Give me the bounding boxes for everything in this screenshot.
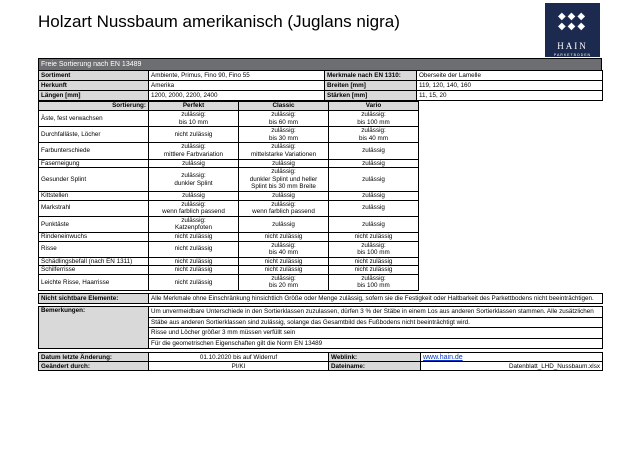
cell-classic xyxy=(239,143,329,159)
cell-perfekt xyxy=(149,216,239,232)
cell-line: nicht zulässig xyxy=(264,232,303,240)
sortiment-label: Sortiment xyxy=(39,71,149,81)
blank-cell xyxy=(419,274,603,290)
geaendert-value: PI/KI xyxy=(149,362,329,371)
blank-cell xyxy=(419,143,603,159)
cell-line: zulässig: xyxy=(181,143,206,151)
cell-line: zulässig: xyxy=(271,127,296,135)
cell-line: nicht zulässig xyxy=(174,278,213,286)
table-row xyxy=(39,257,603,266)
cell-line: nicht zulässig xyxy=(354,266,393,274)
sorting-table xyxy=(38,101,603,291)
cell-line: nicht zulässig xyxy=(174,257,213,265)
weblink-link[interactable]: www.hain.de xyxy=(423,353,463,361)
cell-line: zulässig: xyxy=(361,111,386,118)
cell-perfekt xyxy=(149,168,239,192)
cell-line: zulässig: xyxy=(181,216,206,224)
info-table xyxy=(38,70,603,101)
bemerkung-line: Stäbe aus anderen Sortierklassen sind zulässig, solange das Gesamtbild des Fußbodens nicht beeinträchtigt wird. xyxy=(149,318,602,329)
cell-line: zulässig: xyxy=(271,168,296,176)
row-label: Durchfalläste, Löcher xyxy=(39,127,149,143)
table-row xyxy=(39,200,603,216)
nicht-sichtbar-text: Alle Merkmale ohne Einschränkung hinsichtlich Größe oder Menge zulässig, sofern sie die Festigkeit oder Haltbarkeit des Parkettbodens nicht beeinträchtigen. xyxy=(149,294,603,304)
sorting-banner: Freie Sortierung nach EN 13489 xyxy=(38,58,602,70)
cell-line: zulässig xyxy=(362,204,385,212)
row-label: Rindeneinwuchs xyxy=(39,232,149,241)
cell-line: bis 30 mm xyxy=(268,134,299,142)
cell-vario xyxy=(329,216,419,232)
table-row xyxy=(39,127,603,143)
cell-line: zulässig: xyxy=(361,274,386,282)
table-row xyxy=(39,168,603,192)
cell-line: bis 10 mm xyxy=(178,118,209,126)
cell-line: zulässig: xyxy=(181,200,206,208)
cell-perfekt xyxy=(149,241,239,257)
hain-logo xyxy=(545,3,600,57)
breiten-value: 119, 120, 140, 160 xyxy=(417,81,603,91)
cell-line: Splint bis 30 mm Breite xyxy=(251,183,316,191)
blank-cell xyxy=(419,191,603,200)
cell-line: nicht zulässig xyxy=(174,266,213,274)
cell-vario xyxy=(329,266,419,275)
table-row xyxy=(39,266,603,275)
blank-cell xyxy=(419,257,603,266)
cell-perfekt xyxy=(149,266,239,275)
blank-cell xyxy=(419,266,603,275)
cell-line: zulässig: xyxy=(271,241,296,249)
cell-classic xyxy=(239,232,329,241)
cell-vario xyxy=(329,143,419,159)
row-label: Schilferrisse xyxy=(39,266,149,275)
bemerkung-line: Für die geometrischen Eigenschaften gilt die Norm EN 13489 xyxy=(151,339,323,347)
cell-classic xyxy=(239,159,329,168)
cell-line: dunkler Splint und heller xyxy=(249,175,318,183)
row-label: Markstrahl xyxy=(39,200,149,216)
cell-line: zulässig xyxy=(272,159,295,167)
cell-line: zulässig xyxy=(272,191,295,199)
cell-perfekt xyxy=(149,111,239,127)
cell-perfekt xyxy=(149,257,239,266)
cell-line: nicht zulässig xyxy=(264,266,303,274)
row-label: Punktäste xyxy=(39,216,149,232)
cell-line: nicht zulässig xyxy=(174,232,213,240)
blank-cell xyxy=(419,111,603,127)
cell-perfekt xyxy=(149,200,239,216)
blank-cell xyxy=(419,241,603,257)
cell-perfekt xyxy=(149,143,239,159)
cell-perfekt xyxy=(149,191,239,200)
herkunft-label: Herkunft xyxy=(39,81,149,91)
blank-cell xyxy=(419,159,603,168)
cell-line: zulässig: xyxy=(271,200,296,208)
cell-perfekt xyxy=(149,232,239,241)
laengen-value: 1200, 2000, 2200, 2400 xyxy=(149,91,325,101)
cell-line: nicht zulässig xyxy=(354,232,393,240)
notes-table xyxy=(38,293,603,349)
cell-line: wenn farblich passend xyxy=(252,208,315,216)
sorting-rows xyxy=(39,111,603,291)
cell-line: bis 60 mm xyxy=(268,118,299,126)
bemerkung-line: Um unvermeidbare Unterschiede in den Sortierklassen zuzulassen, dürfen 3 % der Stäbe in einem Los aus anderen Sortierklassen stammen. Alle zusätzlichen xyxy=(149,307,602,318)
cell-line: bis 100 mm xyxy=(357,118,390,126)
cell-classic xyxy=(239,111,329,127)
bemerkungen-lines xyxy=(149,307,603,349)
blank-cell xyxy=(419,127,603,143)
cell-line: nicht zulässig xyxy=(264,257,303,265)
blank-cell xyxy=(419,102,603,111)
bemerkungen-label: Bemerkungen: xyxy=(39,307,149,349)
col-header-sortierung: Sortierung: xyxy=(39,102,149,111)
laengen-label: Längen [mm] xyxy=(39,91,149,101)
cell-line: nicht zulässig xyxy=(174,245,213,253)
cell-perfekt xyxy=(149,274,239,290)
cell-vario xyxy=(329,257,419,266)
cell-line: zulässig xyxy=(362,220,385,228)
table-row xyxy=(39,191,603,200)
cell-line: bis 40 mm xyxy=(268,249,299,257)
cell-line: zulässig: xyxy=(181,171,206,179)
weblink-label: Weblink: xyxy=(329,353,421,362)
staerken-value: 11, 15, 20 xyxy=(417,91,603,101)
table-row xyxy=(39,232,603,241)
cell-classic xyxy=(239,274,329,290)
row-label: Risse xyxy=(39,241,149,257)
cell-line: zulässig: xyxy=(361,127,386,135)
sortiment-value: Ambiente, Primus, Fino 90, Fino 55 xyxy=(149,71,325,81)
staerken-label: Stärken [mm] xyxy=(325,91,417,101)
cell-line: wenn farblich passend xyxy=(162,208,225,216)
logo-name: HAIN xyxy=(557,41,588,51)
cell-vario xyxy=(329,274,419,290)
cell-line: mittlere Farbvariation xyxy=(163,150,224,158)
cell-vario xyxy=(329,111,419,127)
herkunft-value: Amerika xyxy=(149,81,325,91)
row-label: Faserneigung xyxy=(39,159,149,168)
cell-line: Katzenpfoten xyxy=(174,224,213,232)
cell-line: bis 100 mm xyxy=(357,249,390,257)
breiten-label: Breiten [mm] xyxy=(325,81,417,91)
cell-vario xyxy=(329,127,419,143)
cell-line: zulässig: xyxy=(271,143,296,151)
nicht-sichtbar-label: Nicht sichtbare Elemente: xyxy=(39,294,149,304)
blank-cell xyxy=(419,200,603,216)
cell-line: zulässig xyxy=(272,220,295,228)
cell-line: bis 100 mm xyxy=(357,282,390,290)
row-label: Farbunterschiede xyxy=(39,143,149,159)
cell-classic xyxy=(239,216,329,232)
cell-line: zulässig xyxy=(362,191,385,199)
cell-line: zulässig: xyxy=(271,274,296,282)
cell-vario xyxy=(329,159,419,168)
dateiname-value: Datenblatt_LHD_Nussbaum.xlsx xyxy=(421,362,603,371)
cell-line: bis 40 mm xyxy=(358,134,389,142)
row-label: Äste, fest verwachsen xyxy=(39,111,149,127)
table-row xyxy=(39,143,603,159)
row-label: Gesunder Splint xyxy=(39,168,149,192)
cell-line: zulässig xyxy=(362,175,385,183)
cell-line: nicht zulässig xyxy=(354,257,393,265)
cell-classic xyxy=(239,200,329,216)
cell-line: zulässig xyxy=(182,191,205,199)
row-label: Schädlingsbefall (nach EN 1311) xyxy=(39,257,149,266)
table-row xyxy=(39,159,603,168)
cell-vario xyxy=(329,168,419,192)
table-row xyxy=(39,216,603,232)
cell-classic xyxy=(239,266,329,275)
cell-line: zulässig: xyxy=(361,241,386,249)
cell-perfekt xyxy=(149,127,239,143)
cell-line: bis 20 mm xyxy=(268,282,299,290)
cell-vario xyxy=(329,200,419,216)
row-label: Leichte Risse, Haarrisse xyxy=(39,274,149,290)
diamond-icons: ◆◆◆ ◆◆◆ xyxy=(557,11,588,32)
blank-cell xyxy=(419,232,603,241)
cell-line: zulässig: xyxy=(181,111,206,118)
col-header-classic: Classic xyxy=(239,102,329,111)
table-row xyxy=(39,111,603,127)
page-title: Holzart Nussbaum amerikanisch (Juglans nigra) xyxy=(38,12,400,31)
cell-line: mittelstarke Variationen xyxy=(250,150,317,158)
cell-classic xyxy=(239,191,329,200)
cell-classic xyxy=(239,257,329,266)
datasheet xyxy=(38,58,602,371)
blank-cell xyxy=(419,168,603,192)
col-header-perfekt: Perfekt xyxy=(149,102,239,111)
geaendert-label: Geändert durch: xyxy=(39,362,149,371)
merkmale-label: Merkmale nach EN 1310: xyxy=(325,71,417,81)
cell-vario xyxy=(329,191,419,200)
blank-cell xyxy=(419,216,603,232)
cell-line: zulässig xyxy=(182,159,205,167)
bemerkung-line: Risse und Löcher größer 3 mm müssen verfüllt sein xyxy=(149,328,602,339)
cell-line: zulässig xyxy=(362,147,385,155)
cell-vario xyxy=(329,241,419,257)
footer-table xyxy=(38,352,603,371)
datum-value: 01.10.2020 bis auf Widerruf xyxy=(149,353,329,362)
cell-line: zulässig xyxy=(362,159,385,167)
cell-vario xyxy=(329,232,419,241)
dateiname-label: Dateiname: xyxy=(329,362,421,371)
cell-line: dunkler Splint xyxy=(174,179,213,187)
row-label: Kittstellen xyxy=(39,191,149,200)
cell-perfekt xyxy=(149,159,239,168)
cell-classic xyxy=(239,168,329,192)
col-header-vario: Vario xyxy=(329,102,419,111)
logo-subtitle: PARKETBODEN xyxy=(553,53,592,57)
table-row xyxy=(39,241,603,257)
cell-classic xyxy=(239,241,329,257)
cell-classic xyxy=(239,127,329,143)
datum-label: Datum letzte Änderung: xyxy=(39,353,149,362)
cell-line: zulässig: xyxy=(271,111,296,118)
cell-line: nicht zulässig xyxy=(174,130,213,138)
table-row xyxy=(39,274,603,290)
merkmale-value: Oberseite der Lamelle xyxy=(417,71,603,81)
